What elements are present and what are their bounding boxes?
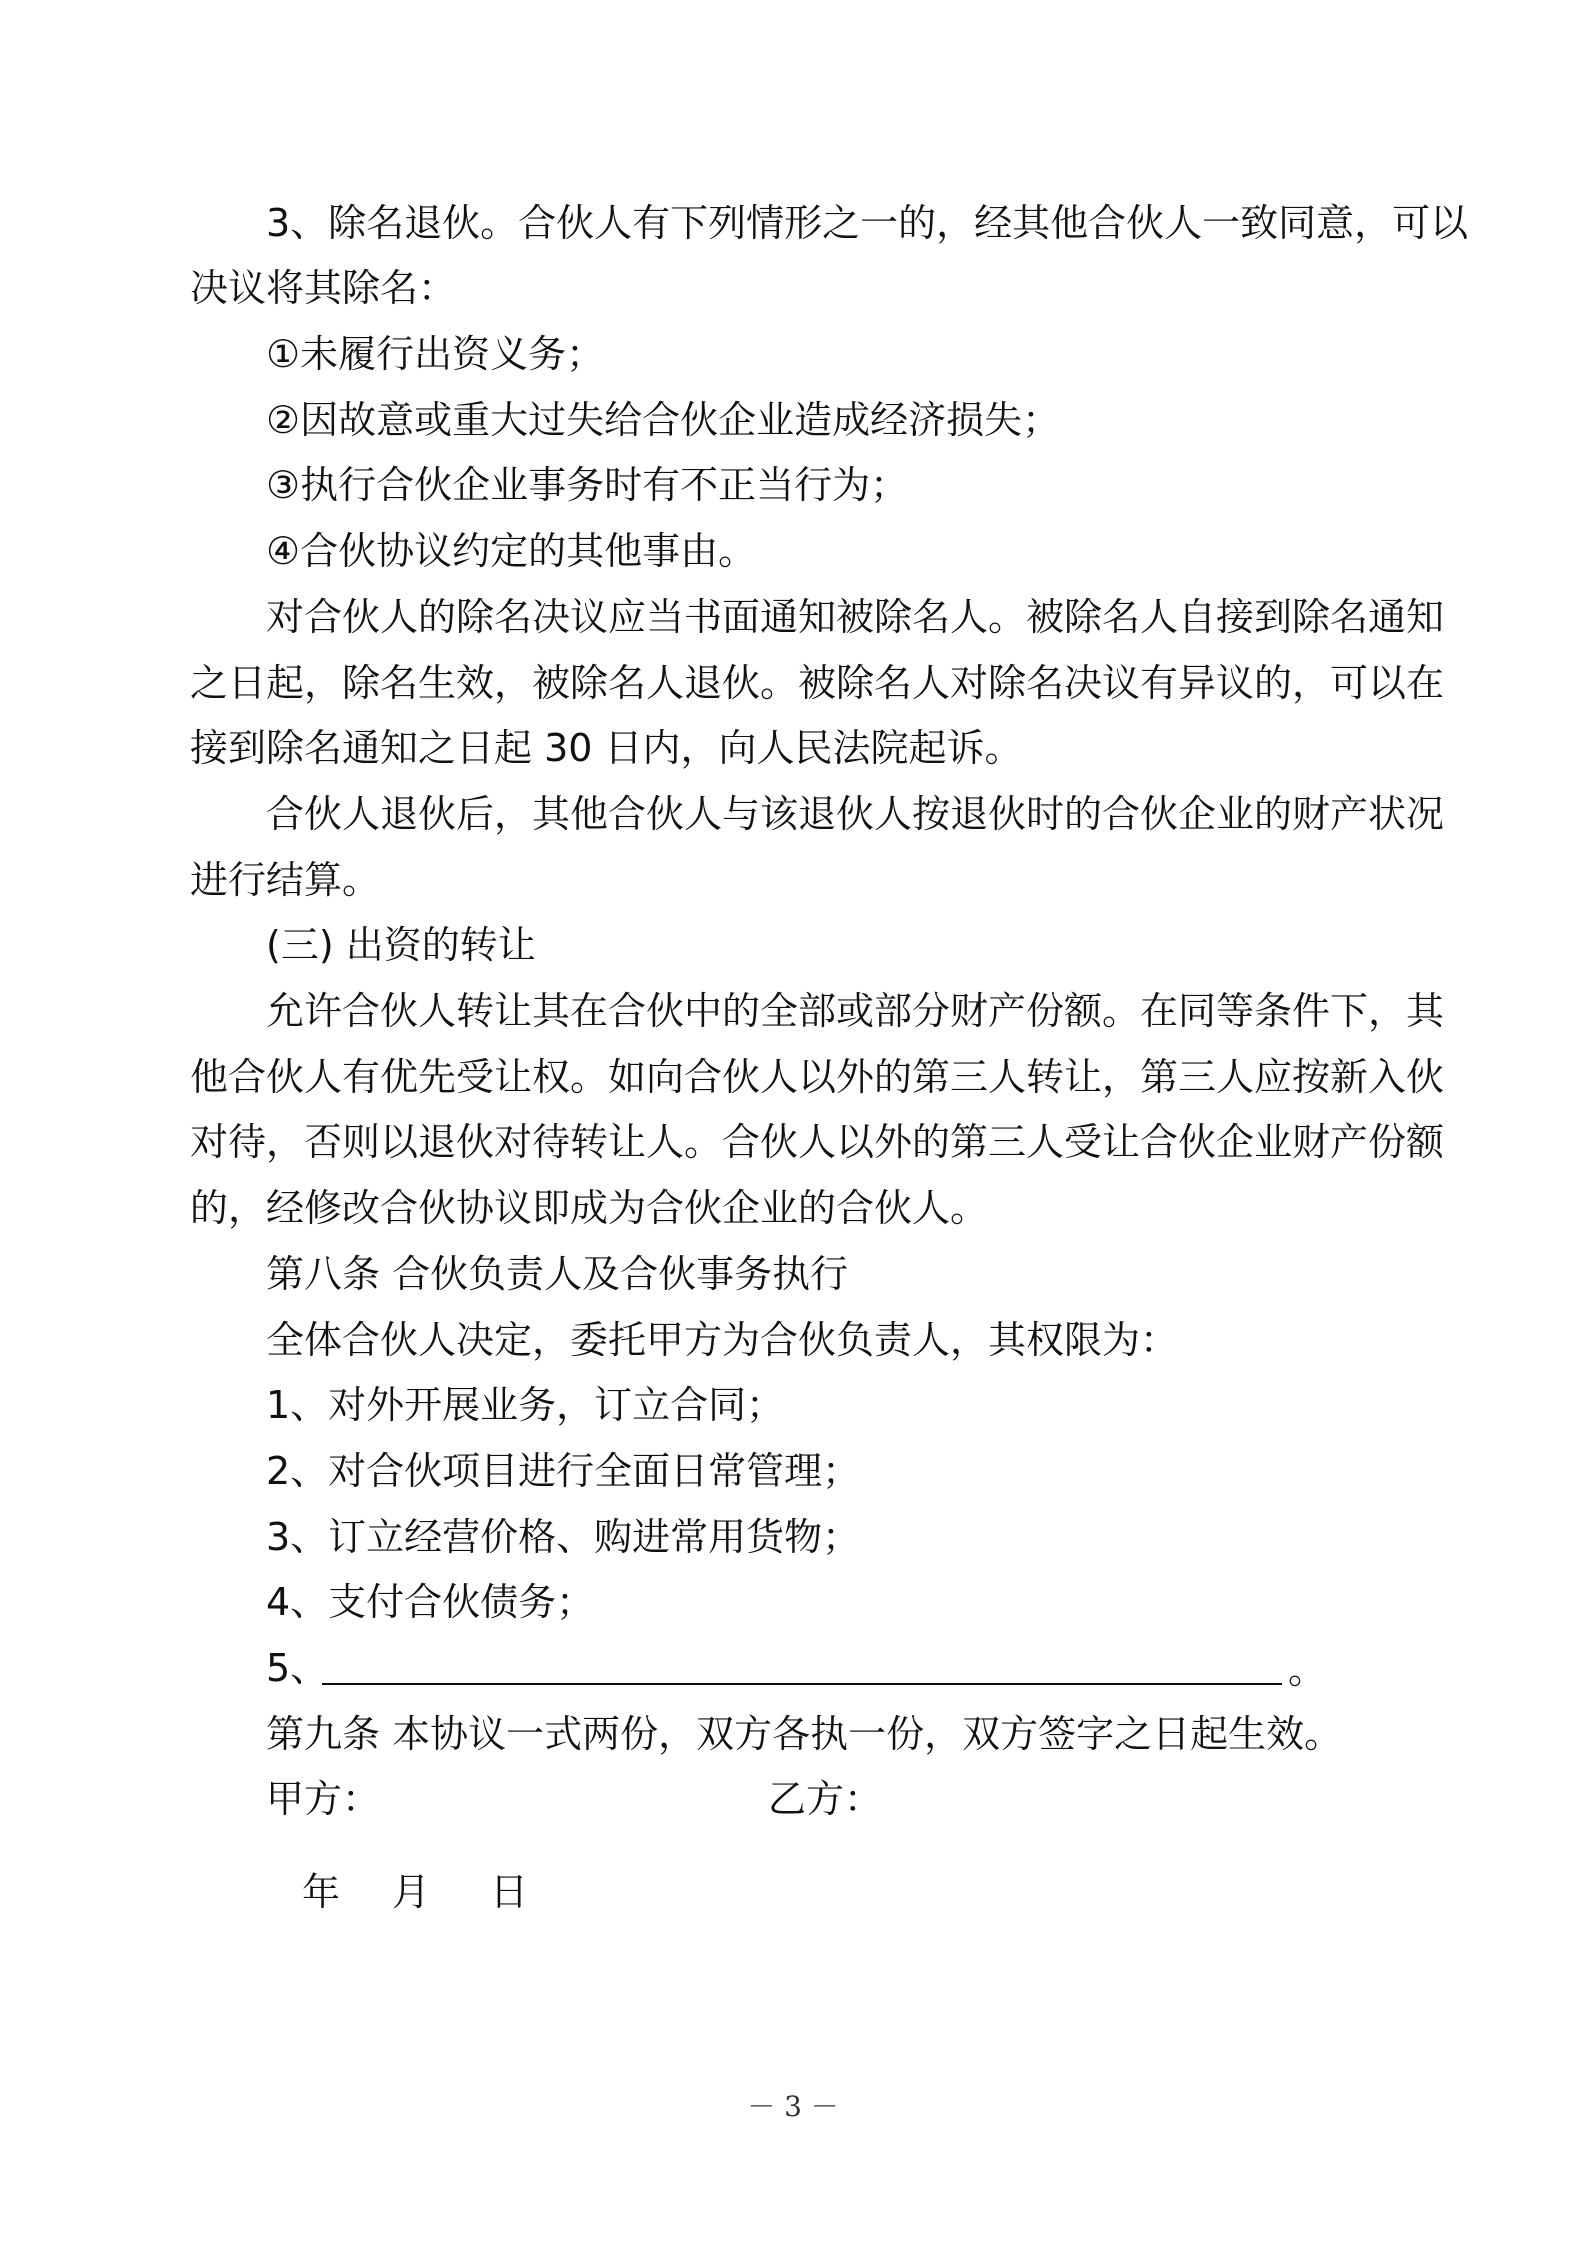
paragraph-line: 他合伙人有优先受让权。如向合伙人以外的第三人转让，第三人应按新入伙 [190, 1055, 1445, 1099]
list-item: 2、对合伙项目进行全面日常管理； [266, 1449, 861, 1493]
party-a-label: 甲方： [266, 1777, 381, 1821]
section-heading: (三) 出资的转让 [266, 923, 536, 967]
paragraph-line: 进行结算。 [190, 858, 381, 902]
date-month-label: 月 [392, 1870, 431, 1914]
blank-period: 。 [1288, 1648, 1327, 1692]
paragraph-line: 3、除名退伙。合伙人有下列情形之一的，经其他合伙人一致同意，可以 [266, 201, 1469, 245]
list-item: 3、订立经营价格、购进常用货物； [266, 1515, 861, 1559]
article-heading: 第九条 本协议一式两份，双方各执一份，双方签字之日起生效。 [266, 1712, 1343, 1756]
paragraph-line: 全体合伙人决定，委托甲方为合伙负责人，其权限为： [266, 1318, 1179, 1362]
paragraph-line: 决议将其除名： [190, 266, 457, 310]
date-year-label: 年 [302, 1870, 341, 1914]
article-heading: 第八条 合伙负责人及合伙事务执行 [266, 1252, 849, 1296]
list-item: ①未履行出资义务； [266, 332, 605, 376]
date-day-label: 日 [490, 1870, 529, 1914]
list-item: ②因故意或重大过失给合伙企业造成经济损失； [266, 398, 1061, 442]
party-b-label: 乙方： [768, 1777, 883, 1821]
paragraph-line: 对待，否则以退伙对待转让人。合伙人以外的第三人受让合伙企业财产份额 [190, 1120, 1445, 1164]
paragraph-line: 接到除名通知之日起 30 日内，向人民法院起诉。 [190, 726, 1023, 770]
paragraph-line: 合伙人退伙后，其他合伙人与该退伙人按退伙时的合伙企业的财产状况 [266, 792, 1445, 836]
list-item: ④合伙协议约定的其他事由。 [266, 529, 757, 573]
list-item: 1、对外开展业务，订立合同； [266, 1383, 785, 1427]
fill-in-blank [322, 1683, 1282, 1685]
list-item: ③执行合伙企业事务时有不正当行为； [266, 463, 909, 507]
paragraph-line: 对合伙人的除名决议应当书面通知被除名人。被除名人自接到除名通知 [266, 595, 1445, 639]
list-item: 5、 [266, 1646, 329, 1690]
paragraph-line: 允许合伙人转让其在合伙中的全部或部分财产份额。在同等条件下，其 [266, 989, 1445, 1033]
list-item: 4、支付合伙债务； [266, 1580, 595, 1624]
paragraph-line: 的，经修改合伙协议即成为合伙企业的合伙人。 [190, 1186, 989, 1230]
page-number: － 3 － [747, 2090, 839, 2123]
paragraph-line: 之日起，除名生效，被除名人退伙。被除名人对除名决议有异议的，可以在 [190, 661, 1445, 705]
